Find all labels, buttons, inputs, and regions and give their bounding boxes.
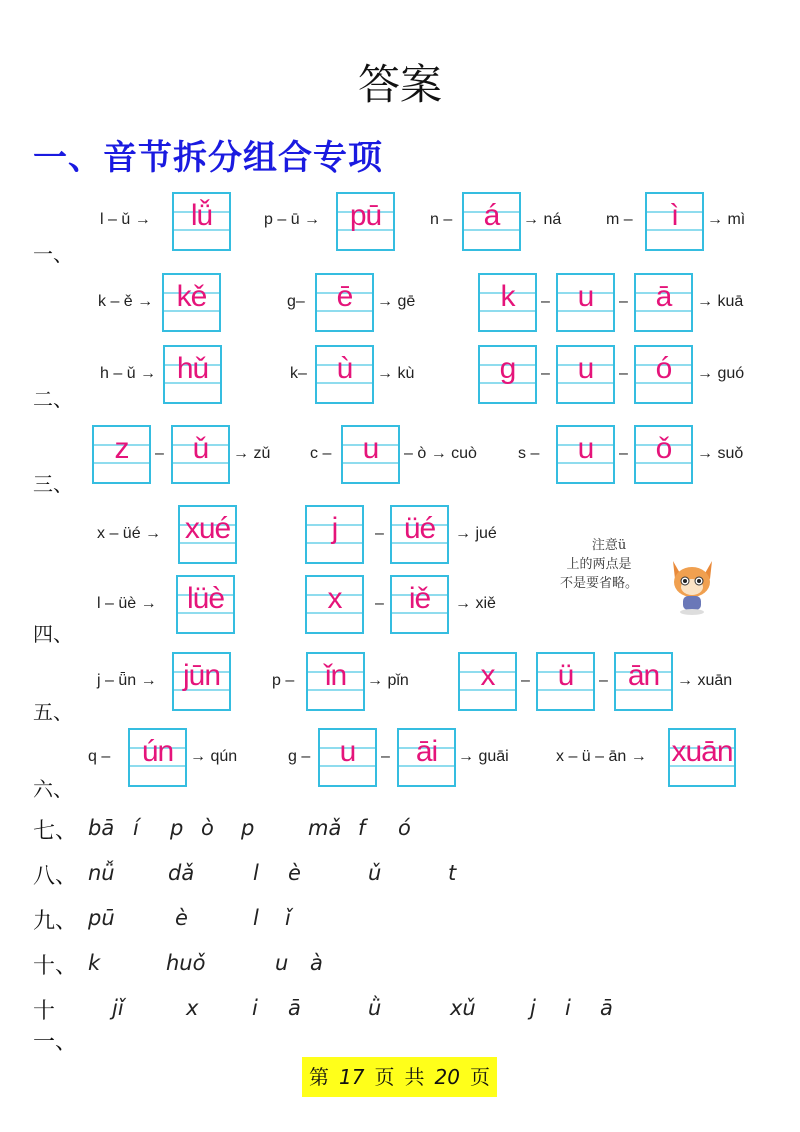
pinyin-box (478, 273, 537, 332)
pinyin-token: bā (88, 816, 115, 840)
pinyin-token: ā (600, 996, 613, 1020)
pinyin-box (634, 345, 693, 404)
pinyin-box (397, 728, 456, 787)
split-label: k– (290, 365, 307, 382)
box-answer: xuān (671, 735, 733, 768)
pinyin-token: ā (288, 996, 301, 1020)
pinyin-token: à (310, 951, 323, 975)
pinyin-token: p (241, 816, 255, 840)
pinyin-token: i (252, 996, 258, 1020)
pinyin-box (315, 273, 374, 332)
tip-line: 上的两点是 (566, 557, 632, 572)
pinyin-box (163, 345, 222, 404)
split-label: l – ǔ → (100, 211, 151, 228)
box-answer: ē (336, 280, 353, 313)
pinyin-box (458, 652, 517, 711)
box-answer: lüè (186, 582, 225, 615)
pinyin-box (305, 575, 364, 634)
pinyin-token: ǐ (285, 906, 291, 930)
result-label: → kù (377, 365, 415, 382)
split-label: p – (272, 672, 295, 689)
dash: – (619, 293, 628, 310)
split-label: s – (518, 445, 540, 462)
box-answer: ǔ (192, 432, 209, 465)
section-heading: 一、音节拆分组合专项 (33, 138, 383, 178)
result-label: → gē (377, 293, 416, 310)
result-label: → mì (707, 211, 746, 228)
pinyin-box (176, 575, 235, 634)
result-label: → qún (190, 748, 238, 765)
box-answer: jūn (182, 659, 221, 692)
result-label: – ò → cuò (404, 445, 477, 462)
pinyin-box (536, 652, 595, 711)
pinyin-token: è (175, 906, 188, 930)
footer-text: 页 (469, 1065, 490, 1089)
pinyin-box (172, 192, 231, 251)
question-number: 五、 (33, 700, 73, 724)
question-number: 八、 (33, 864, 78, 889)
split-label: x – üé → (97, 525, 162, 542)
box-answer: lǚ (190, 199, 213, 232)
pinyin-box (634, 273, 693, 332)
pinyin-token: ò (201, 816, 214, 840)
split-label: l – üè → (97, 595, 157, 612)
result-label: → guāi (458, 748, 509, 765)
box-answer: ì (670, 199, 679, 232)
dash: – (521, 672, 530, 689)
dash: – (375, 525, 384, 542)
pinyin-token: ǜ (368, 996, 382, 1020)
split-label: c – (310, 445, 332, 462)
squirrel-mascot-icon (665, 555, 720, 615)
result-label: → zǔ (233, 445, 271, 462)
box-answer: á (483, 199, 500, 232)
dash: – (619, 365, 628, 382)
box-answer: k (500, 280, 515, 313)
box-answer: āi (415, 735, 438, 768)
pinyin-token: l (253, 861, 259, 885)
split-label: g– (287, 293, 305, 310)
result-label: → xuān (677, 672, 733, 689)
box-answer: u (362, 432, 379, 465)
current-page: 17 (339, 1065, 365, 1089)
box-answer: ǒ (655, 432, 672, 465)
box-answer: ún (141, 735, 174, 768)
question-number: 十、 (33, 954, 78, 979)
split-label: p – ū → (264, 211, 321, 228)
tip-line: 注意ü (591, 538, 627, 553)
dash: – (375, 595, 384, 612)
pinyin-token: j (530, 996, 536, 1020)
question-number: 十一、 (33, 999, 78, 1055)
pinyin-box (318, 728, 377, 787)
pinyin-box (390, 505, 449, 564)
box-answer: j (331, 512, 338, 545)
split-label: q – (88, 748, 111, 765)
box-answer: pū (349, 199, 382, 232)
box-answer: hǔ (176, 352, 209, 385)
result-label: → suǒ (697, 445, 744, 462)
dash: – (619, 445, 628, 462)
pinyin-box (315, 345, 374, 404)
box-answer: ān (627, 659, 660, 692)
question-number: 七、 (33, 819, 78, 844)
result-label: → pǐn (367, 672, 409, 689)
box-answer: g (499, 352, 516, 385)
box-answer: x (480, 659, 495, 692)
question-number: 三、 (33, 472, 73, 496)
pinyin-token: xǔ (450, 996, 476, 1020)
pinyin-box (171, 425, 230, 484)
split-label: n – (430, 211, 453, 228)
pinyin-box (614, 652, 673, 711)
total-pages: 20 (434, 1065, 460, 1089)
pinyin-box (92, 425, 151, 484)
result-label: → xiě (455, 595, 496, 612)
box-answer: u (577, 352, 594, 385)
pinyin-token: x (186, 996, 199, 1020)
question-number: 九、 (33, 909, 78, 934)
pinyin-box (336, 192, 395, 251)
box-answer: ā (655, 280, 672, 313)
pinyin-token: mǎ (308, 816, 342, 840)
pinyin-box (162, 273, 221, 332)
split-label: m – (606, 211, 633, 228)
footer-text: 共 (404, 1065, 425, 1089)
split-label: g – (288, 748, 311, 765)
pinyin-box (390, 575, 449, 634)
pinyin-box (556, 345, 615, 404)
pinyin-token: í (133, 816, 139, 840)
footer-text: 第 (309, 1065, 330, 1089)
pinyin-box (172, 652, 231, 711)
box-answer: x (327, 582, 342, 615)
tip-line: 不是要省略。 (559, 576, 638, 591)
question-number: 六、 (33, 777, 73, 801)
pinyin-box (128, 728, 187, 787)
dash: – (541, 365, 550, 382)
split-label: j – ǖn → (97, 672, 157, 689)
pinyin-token: f (358, 816, 366, 840)
box-answer: u (339, 735, 356, 768)
box-answer: kě (176, 280, 207, 313)
pinyin-token: p (170, 816, 184, 840)
box-answer: xué (184, 512, 231, 545)
pinyin-token: k (88, 951, 101, 975)
dash: – (381, 748, 390, 765)
result-label: → jué (455, 525, 497, 542)
pinyin-token: dǎ (168, 861, 195, 885)
pinyin-token: nǚ (88, 861, 115, 885)
box-answer: ó (655, 352, 672, 385)
pinyin-box (645, 192, 704, 251)
box-answer: u (577, 432, 594, 465)
pinyin-token: ó (398, 816, 411, 840)
pinyin-box (556, 425, 615, 484)
pinyin-box (305, 505, 364, 564)
tip-bubble (548, 536, 650, 593)
box-answer: iě (408, 582, 431, 615)
split-label: k – ě → (98, 293, 154, 310)
pinyin-box (306, 652, 365, 711)
result-label: → ná (523, 211, 562, 228)
pinyin-token: l (253, 906, 259, 930)
page-indicator (302, 1057, 497, 1097)
page-title: 答案 (357, 60, 442, 109)
box-answer: ù (336, 352, 353, 385)
box-answer: u (577, 280, 594, 313)
pinyin-box (178, 505, 237, 564)
box-answer: üé (403, 512, 436, 545)
pinyin-box (462, 192, 521, 251)
split-label: h – ǔ → (100, 365, 157, 382)
pinyin-token: ǔ (368, 861, 382, 885)
box-answer: ü (557, 659, 574, 692)
box-answer: z (114, 432, 129, 465)
result-label: → kuā (697, 293, 744, 310)
pinyin-token: u (275, 951, 289, 975)
pinyin-token: jǐ (112, 996, 124, 1020)
pinyin-token: t (448, 861, 457, 885)
pinyin-token: pū (88, 906, 115, 930)
pinyin-token: huǒ (166, 951, 206, 975)
question-number: 一、 (33, 242, 73, 266)
question-number: 二、 (33, 387, 73, 411)
pinyin-box (668, 728, 736, 787)
dash: – (155, 445, 164, 462)
pinyin-box (556, 273, 615, 332)
pinyin-token: i (565, 996, 571, 1020)
footer-text: 页 (374, 1065, 395, 1089)
pinyin-box (478, 345, 537, 404)
result-label: → guó (697, 365, 745, 382)
pinyin-token: è (288, 861, 301, 885)
question-number: 四、 (33, 622, 73, 646)
box-answer: ǐn (324, 659, 347, 692)
dash: – (541, 293, 550, 310)
pinyin-box (634, 425, 693, 484)
dash: – (599, 672, 608, 689)
pinyin-box (341, 425, 400, 484)
split-label: x – ü – ān → (556, 748, 647, 765)
